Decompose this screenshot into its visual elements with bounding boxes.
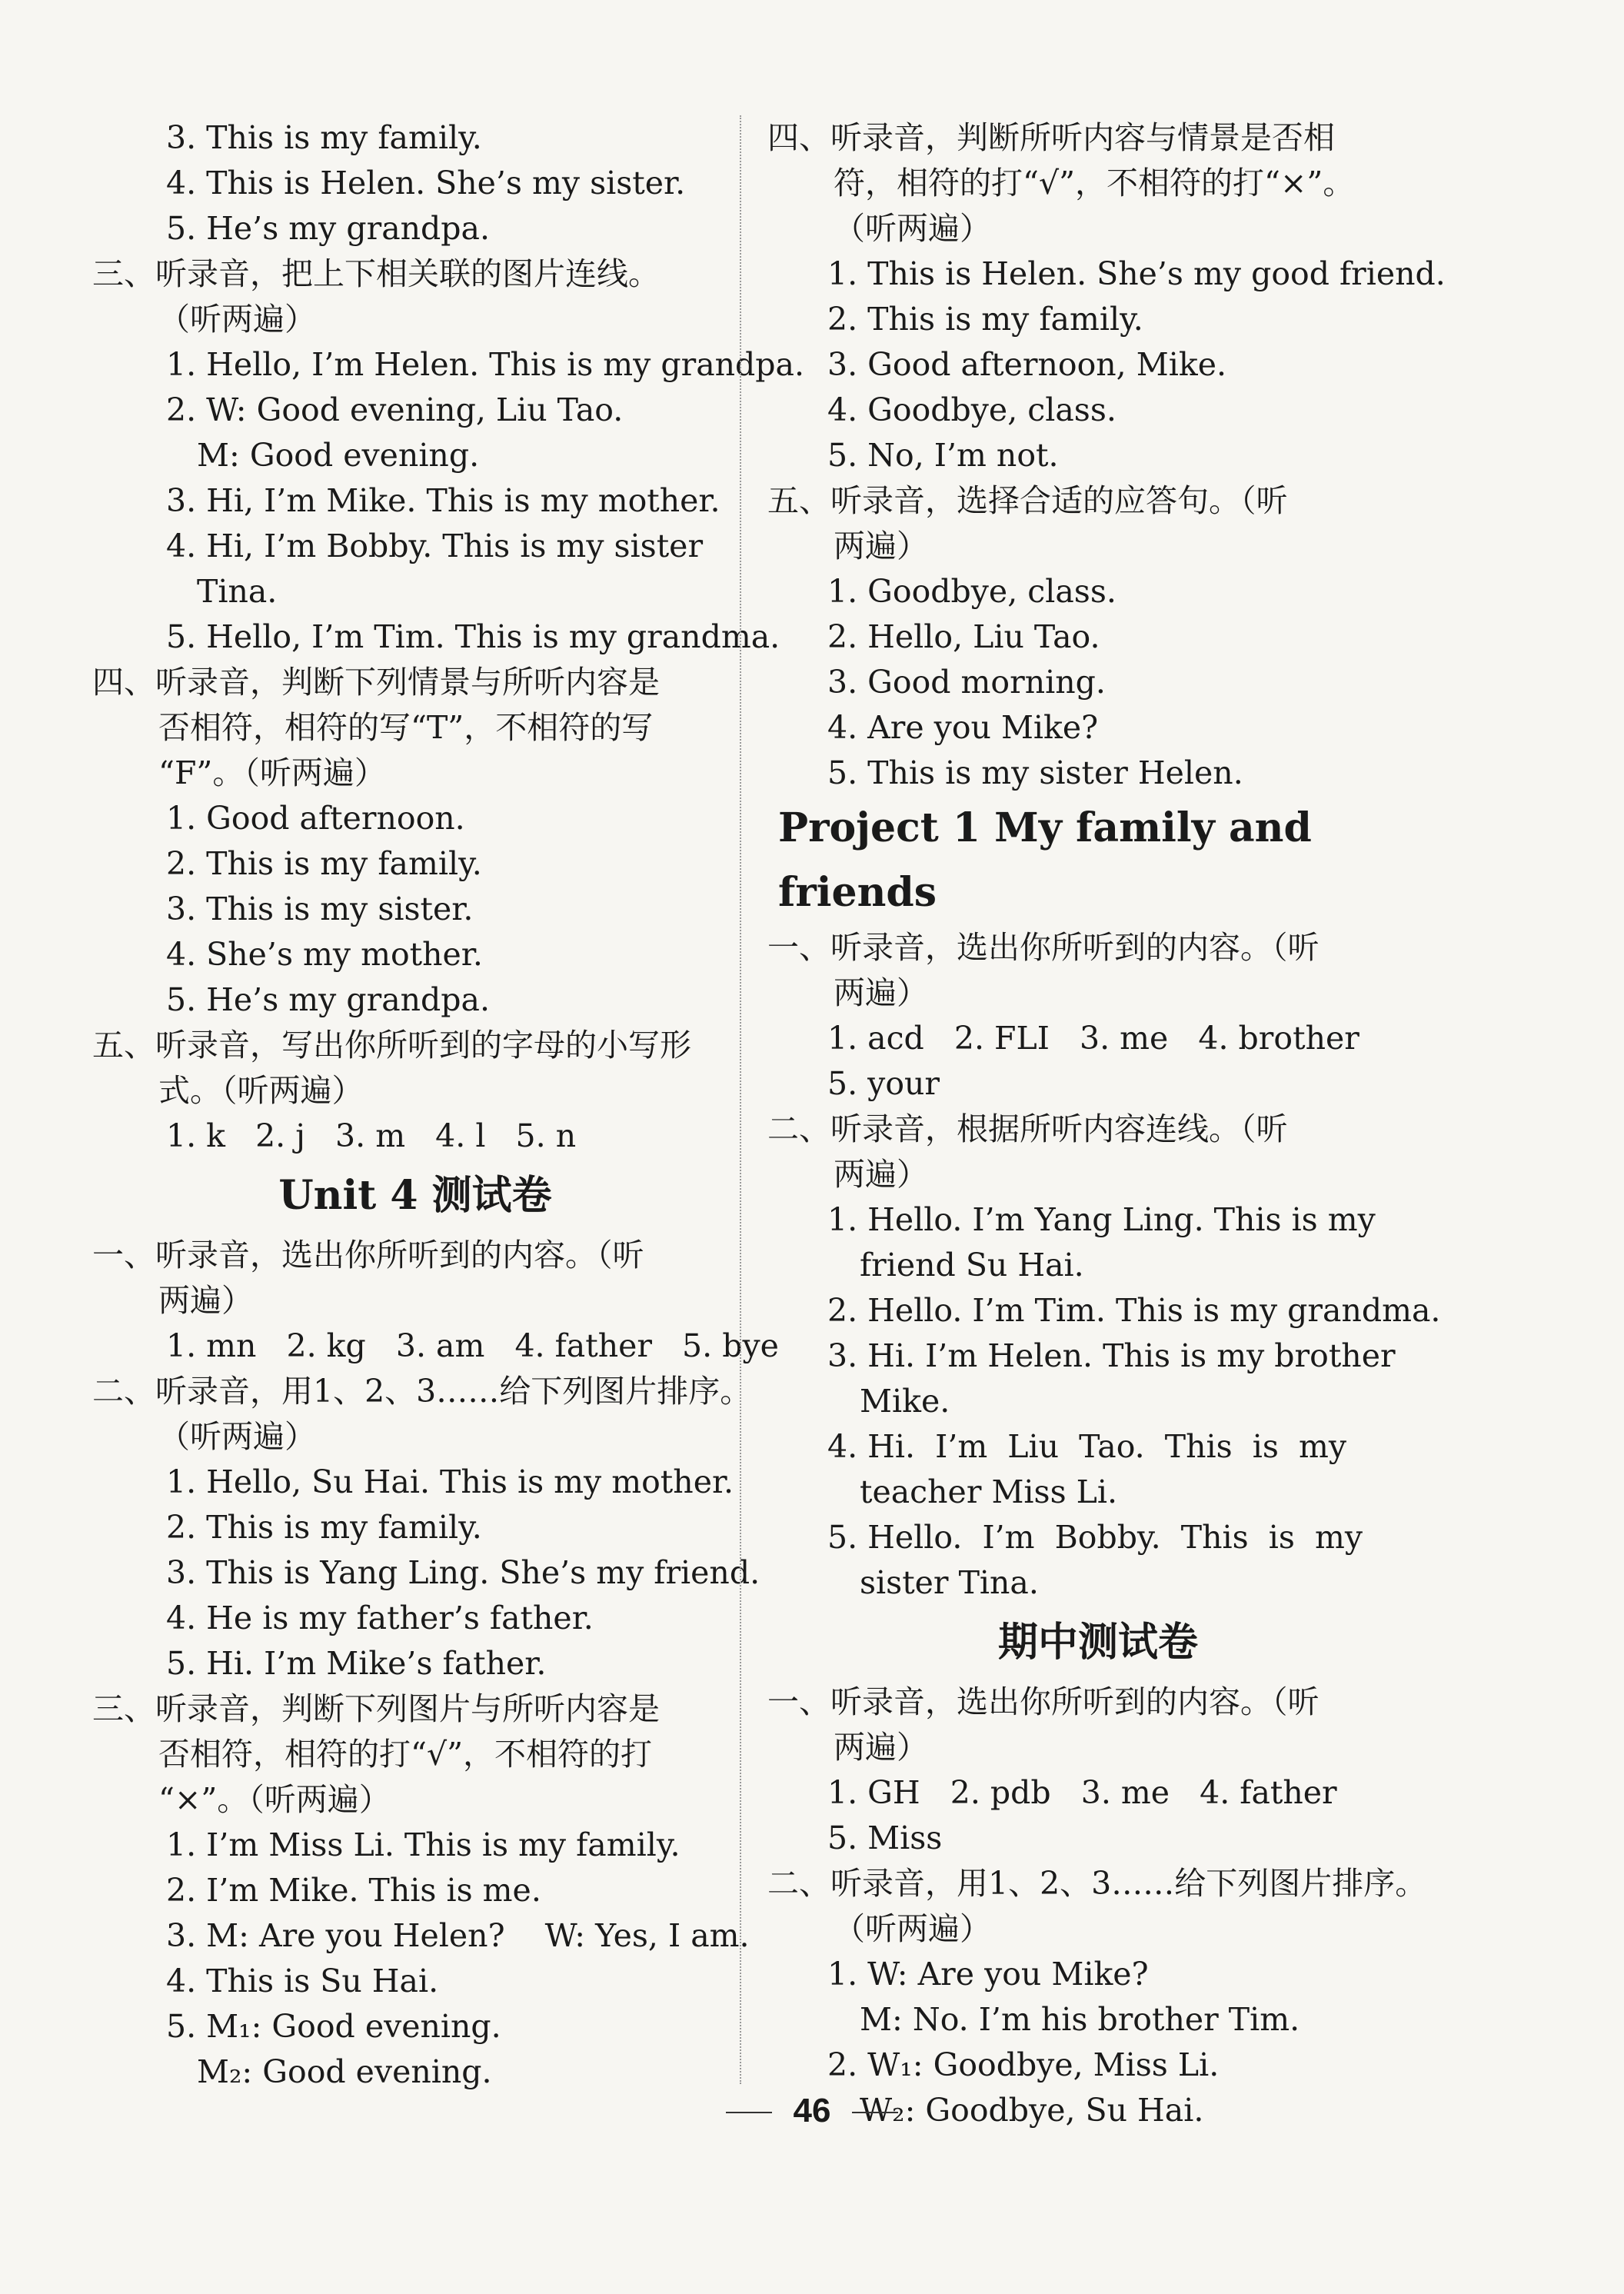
question-heading-cont: “×”。（听两遍） [158, 1781, 391, 1818]
left-column [92, 115, 805, 2095]
answer-line-cont: Tina. [197, 573, 278, 610]
answer-line: 1. k 2. j 3. m 4. l 5. n [166, 1117, 577, 1154]
answer-line: 5. Hello, I’m Tim. This is my grandma. [166, 618, 780, 655]
question-heading: 二、听录音，根据所听内容连线。（听 [767, 1110, 1288, 1147]
column-divider [740, 115, 741, 2084]
question-heading: 三、听录音，判断下列图片与所听内容是 [92, 1690, 660, 1727]
answer-line-cont: W₂: Goodbye, Su Hai. [860, 2092, 1204, 2129]
answer-line-cont: M₂: Good evening. [197, 2053, 492, 2090]
question-heading-cont: （听两遍） [834, 210, 991, 247]
question-heading: 一、听录音，选出你所听到的内容。（听 [767, 929, 1320, 966]
answer-line: 4. This is Su Hai. [166, 1963, 439, 1999]
footer-dash-right [852, 2112, 898, 2113]
question-heading: 四、听录音，判断所听内容与情景是否相 [767, 119, 1335, 156]
answer-line: 4. This is Helen. She’s my sister. [166, 165, 686, 201]
answer-line: 1. W: Are you Mike? [827, 1956, 1149, 1993]
answer-line-cont: friend Su Hai. [860, 1247, 1084, 1284]
answer-line: 4. Goodbye, class. [827, 391, 1116, 428]
answer-line: 1. This is Helen. She’s my good friend. [827, 255, 1446, 292]
answer-line: 5. your [827, 1065, 940, 1102]
answer-line: 2. I’m Mike. This is me. [166, 1872, 541, 1909]
answer-line: 3. This is Yang Ling. She’s my friend. [166, 1554, 760, 1591]
right-column [767, 115, 1446, 2133]
question-heading-cont: 否相符，相符的写“T”，不相符的写 [158, 709, 654, 746]
question-heading-cont: （听两遍） [158, 1418, 316, 1455]
answer-line: 3. This is my sister. [166, 891, 474, 927]
page-number: 46 [793, 2092, 831, 2129]
answer-line: 5. This is my sister Helen. [827, 754, 1243, 791]
answer-line: 2. This is my family. [166, 1509, 482, 1546]
question-heading: 五、听录音，写出你所听到的字母的小写形 [92, 1027, 691, 1064]
question-heading-cont: 两遍） [834, 974, 928, 1011]
question-heading: 一、听录音，选出你所听到的内容。（听 [767, 1683, 1320, 1720]
answer-line: 5. Hello. I’m Bobby. This is my [827, 1519, 1363, 1556]
answer-line: 1. Hello, Su Hai. This is my mother. [166, 1463, 734, 1500]
answer-line: 2. This is my family. [166, 845, 482, 882]
answer-line-cont: M: Good evening. [197, 437, 480, 474]
answer-line: 4. She’s my mother. [166, 936, 483, 973]
question-heading-cont: （听两遍） [158, 301, 316, 338]
page-footer [0, 2092, 1624, 2130]
answer-line: 2. This is my family. [827, 301, 1143, 338]
answer-line: 1. mn 2. kg 3. am 4. father 5. bye [166, 1327, 779, 1364]
question-heading: 三、听录音，把上下相关联的图片连线。 [92, 255, 660, 292]
answer-line: 1. acd 2. FLI 3. me 4. brother [827, 1020, 1359, 1057]
answer-line: 5. M₁: Good evening. [166, 2008, 501, 2045]
answer-line: 4. Are you Mike? [827, 709, 1099, 746]
answer-line: 2. Hello, Liu Tao. [827, 618, 1100, 655]
section-title: 期中测试卷 [997, 1619, 1198, 1666]
question-heading-cont: 两遍） [834, 1729, 928, 1766]
answer-line: 1. Goodbye, class. [827, 573, 1116, 610]
answer-line: 2. W: Good evening, Liu Tao. [166, 391, 624, 428]
answer-line: 5. Hi. I’m Mike’s father. [166, 1645, 547, 1682]
answer-line: 3. Good afternoon, Mike. [827, 346, 1226, 383]
answer-line: 4. He is my father’s father. [166, 1600, 594, 1636]
answer-line: 2. W₁: Goodbye, Miss Li. [827, 2046, 1220, 2083]
question-heading: 一、听录音，选出你所听到的内容。（听 [92, 1237, 644, 1274]
question-heading-cont: 否相符，相符的打“√”，不相符的打 [158, 1736, 653, 1773]
answer-line: 4. Hi, I’m Bobby. This is my sister [166, 528, 704, 564]
question-heading-cont: 两遍） [834, 1156, 928, 1193]
question-heading-cont: “F”。（听两遍） [158, 754, 386, 791]
answer-line: 3. Hi. I’m Helen. This is my brother [827, 1337, 1396, 1374]
question-heading: 四、听录音，判断下列情景与所听内容是 [92, 664, 660, 701]
answer-line: 5. No, I’m not. [827, 437, 1059, 474]
answer-line: 1. Hello. I’m Yang Ling. This is my [827, 1201, 1376, 1238]
answer-line: 2. Hello. I’m Tim. This is my grandma. [827, 1292, 1441, 1329]
answer-line-cont: sister Tina. [860, 1564, 1039, 1601]
answer-line: 5. Miss [827, 1820, 943, 1856]
footer-dash-left [726, 2112, 772, 2113]
answer-line: 5. He’s my grandpa. [166, 210, 491, 247]
question-heading: 五、听录音，选择合适的应答句。（听 [767, 482, 1288, 519]
section-title: Unit 4 测试卷 [278, 1172, 552, 1219]
answer-line: 1. Hello, I’m Helen. This is my grandpa. [166, 346, 805, 383]
answer-line: 5. He’s my grandpa. [166, 981, 491, 1018]
answer-line: 4. Hi. I’m Liu Tao. This is my [827, 1428, 1346, 1465]
question-heading-cont: （听两遍） [834, 1910, 991, 1947]
answer-line: 1. GH 2. pdb 3. me 4. father [827, 1774, 1337, 1811]
question-heading-cont: 符，相符的打“√”，不相符的打“×”。 [834, 165, 1355, 201]
answer-line-cont: Mike. [860, 1383, 950, 1420]
question-heading: 二、听录音，用1、2、3……给下列图片排序。 [767, 1865, 1427, 1902]
question-heading-cont: 两遍） [834, 528, 928, 564]
answer-line-cont: teacher Miss Li. [860, 1473, 1118, 1510]
answer-line: 1. I’m Miss Li. This is my family. [166, 1826, 681, 1863]
answer-line: 1. Good afternoon. [166, 800, 465, 837]
question-heading: 二、听录音，用1、2、3……给下列图片排序。 [92, 1373, 752, 1410]
answer-line: 3. Good morning. [827, 664, 1106, 701]
question-heading-cont: 两遍） [158, 1282, 253, 1319]
answer-line: 3. This is my family. [166, 119, 482, 156]
answer-line: 3. M: Are you Helen? W: Yes, I am. [166, 1917, 750, 1954]
question-heading-cont: 式。（听两遍） [158, 1072, 364, 1109]
answer-line: 3. Hi, I’m Mike. This is my mother. [166, 482, 720, 519]
section-title: Project 1 My family and friends [778, 804, 1312, 916]
answer-line-cont: M: No. I’m his brother Tim. [860, 2001, 1300, 2038]
